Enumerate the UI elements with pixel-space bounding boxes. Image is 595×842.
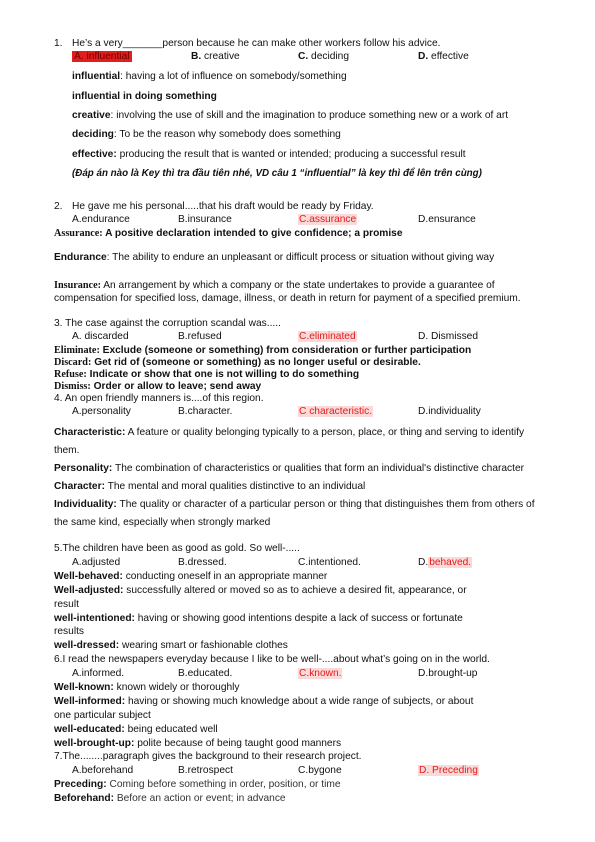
q1-option-c: C. deciding [298,51,349,62]
q4-def-characteristic-cont: them. [54,445,80,456]
q6-option-c: C.known. [299,668,342,679]
q7-def-preceding: Preceding: Coming before something in order, position, or time [54,779,341,790]
q2-stem: He gave me his personal.....that his draft would be ready by Friday. [72,201,374,212]
q2-def-endurance: Endurance: The ability to endure an unpleasant or difficult process or situation without giving way [54,252,495,263]
q4-def-characteristic: Characteristic: A feature or quality belonging typically to a person, place, or thing and serving to identify [54,427,525,438]
q4-def-individuality-cont: the same kind, especially when strongly marked [54,517,271,528]
q3-def-dismiss: Dismiss: Order or allow to leave; send away [54,381,262,392]
q7-option-d: D. Preceding [419,765,478,776]
q4-option-d: D.individuality [418,406,481,417]
q2-option-a: A.endurance [72,214,130,225]
q1-number: 1. [54,38,63,49]
q1-note: (Đáp án nào là Key thì tra đầu tiên nhé, VD câu 1 “influential” là key thì để lên trên cùng) [72,168,482,179]
q5-stem: 5.The children have been as good as gold. So well-..... [54,543,300,554]
q7-option-c: C.bygone [298,765,342,776]
q6-stem: 6.I read the newspapers everyday because I like to be well-....about what’s going on in the world. [54,654,490,665]
q6-def-well-informed-cont: one particular subject [54,710,151,721]
q6-option-b: B.educated. [178,668,233,679]
q3-option-b: B.refused [178,331,222,342]
q3-option-d: D. Dismissed [418,331,479,342]
q4-option-c: C characteristic. [299,406,373,417]
q4-option-b: B.character. [178,406,233,417]
q1-option-d: D. effective [418,51,469,62]
q7-option-b: B.retrospect [178,765,233,776]
q3-option-a: A. discarded [72,331,129,342]
q5-def-well-behaved: Well-behaved: conducting oneself in an appropriate manner [54,571,328,582]
q6-option-d: D.brought-up [418,668,478,679]
q7-stem: 7.The........paragraph gives the background to their research project. [54,751,362,762]
q2-def-insurance: Insurance: An arrangement by which a company or the state undertakes to provide a guarantee of [54,280,495,291]
q1-option-a: A. influential [74,51,130,62]
q2-option-c: C.assurance [299,214,357,225]
q4-def-personality: Personality: The combination of characteristics or qualities that form an individual's distinctive character [54,463,525,474]
q7-def-beforehand: Beforehand: Before an action or event; in advance [54,793,286,804]
q5-def-well-adjusted-cont: result [54,599,79,610]
q4-def-character: Character: The mental and moral qualities distinctive to an individual [54,481,366,492]
q5-option-d: D.behaved. [418,557,472,568]
q3-stem: 3. The case against the corruption scandal was..... [54,318,281,329]
q1-def-creative: creative: involving the use of skill and the imagination to produce something new or a work of art [72,110,509,121]
q6-def-well-brought-up: well-brought-up: polite because of being taught good manners [54,738,342,749]
q1-def-influential-phrase: influential in doing something [72,91,217,102]
q1-option-b: B. creative [191,51,240,62]
q5-def-well-dressed: well-dressed: wearing smart or fashionable clothes [54,640,288,651]
q2-option-b: B.insurance [178,214,232,225]
q5-option-c: C.intentioned. [298,557,361,568]
q1-def-deciding: deciding: To be the reason why somebody does something [72,129,341,140]
q4-def-individuality: Individuality: The quality or character of a particular person or thing that distinguishes them from others of [54,499,535,510]
q6-def-well-educated: well-educated: being educated well [54,724,218,735]
q3-def-discard: Discard: Get rid of (someone or something) as no longer useful or desirable. [54,357,421,368]
q2-option-d: D.ensurance [418,214,476,225]
q7-option-a: A.beforehand [72,765,134,776]
q4-option-a: A.personality [72,406,131,417]
q1-stem: He’s a very_______person because he can make other workers follow his advice. [72,38,441,49]
q4-stem: 4. An open friendly manners is....of this region. [54,393,264,404]
q6-def-well-known: Well-known: known widely or thoroughly [54,682,240,693]
q3-option-c: C.eliminated [299,331,356,342]
q1-def-influential: influential: having a lot of influence on somebody/something [72,71,347,82]
q2-number: 2. [54,201,63,212]
q5-option-a: A.adjusted [72,557,121,568]
q5-option-b: B.dressed. [178,557,227,568]
q1-def-effective: effective: producing the result that is wanted or intended; producing a successful result [72,149,466,160]
q6-def-well-informed: Well-informed: having or showing much knowledge about a wide range of subjects, or about [54,696,474,707]
q3-def-eliminate: Eliminate: Exclude (someone or something) from consideration or further participation [54,345,472,356]
q6-option-a: A.informed. [72,668,125,679]
q5-def-well-intentioned-cont: results [54,626,85,637]
q5-def-well-adjusted: Well-adjusted: successfully altered or moved so as to achieve a desired fit, appearance, or [54,585,467,596]
q2-def-assurance: Assurance: A positive declaration intended to give confidence; a promise [54,228,403,239]
q5-def-well-intentioned: well-intentioned: having or showing good intentions despite a lack of success or fortunate [54,613,463,624]
q3-def-refuse: Refuse: Indicate or show that one is not willing to do something [54,369,360,380]
q2-def-insurance-cont: compensation for specified loss, damage, illness, or death in return for payment of a specified premium. [54,293,521,304]
